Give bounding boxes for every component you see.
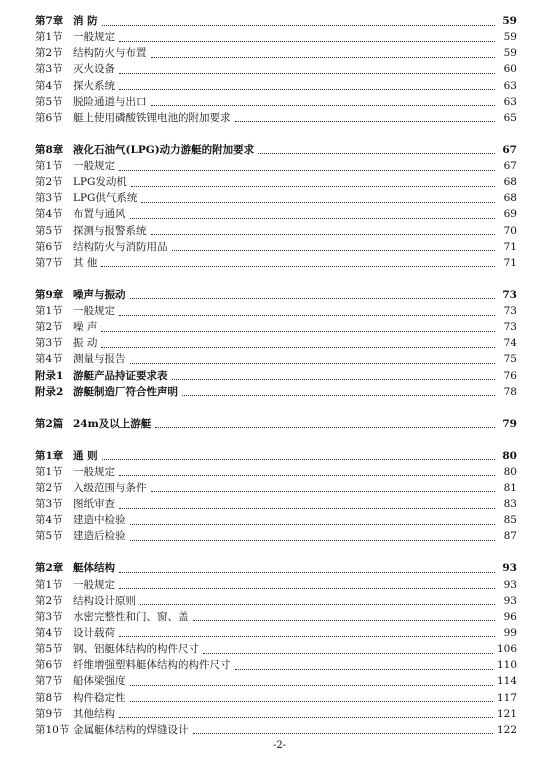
toc-entry-label: 第1节 — [35, 160, 63, 172]
toc-entry-page: 79 — [502, 417, 517, 430]
toc-entry-title: 测量与报告 — [73, 353, 126, 366]
toc-section-entry[interactable] — [35, 577, 517, 593]
toc-entry-label: 第6节 — [35, 659, 63, 672]
toc-entry-label: 第3节 — [35, 498, 63, 511]
toc-section-entry[interactable] — [35, 464, 517, 480]
toc-entry-title: 构件稳定性 — [73, 691, 126, 704]
toc-entry-label: 第4节 — [35, 514, 63, 527]
toc-entry-page: 67 — [502, 143, 517, 156]
toc-entry-title: 游艇产品持证要求表 — [73, 369, 168, 382]
toc-entry-page: 73 — [503, 305, 517, 317]
toc-entry-title: 探火系统 — [73, 79, 115, 92]
toc-section-entry[interactable] — [35, 722, 517, 738]
toc-entry-page: 74 — [503, 337, 517, 350]
toc-entry-page: 106 — [496, 643, 517, 656]
toc-entry-label: 第2篇 — [35, 417, 64, 430]
toc-entry-label: 第2节 — [35, 47, 63, 60]
toc-section-entry[interactable] — [35, 480, 517, 496]
toc-dot-leader — [130, 539, 496, 541]
toc-entry-title: 艇上使用磷酸铁锂电池的附加要求 — [73, 111, 231, 124]
toc-entry-title: 纤维增强塑料艇体结构的构件尺寸 — [73, 659, 231, 672]
toc-dot-leader — [155, 426, 495, 428]
toc-section-entry[interactable] — [35, 94, 517, 110]
toc-entry-page: 87 — [503, 530, 517, 543]
toc-entry-label: 第2节 — [35, 176, 63, 189]
toc-entry-label: 第4节 — [35, 208, 63, 221]
toc-entry-page: 59 — [503, 31, 517, 44]
toc-entry-page: 121 — [496, 707, 517, 720]
toc-entry-page: 122 — [496, 723, 517, 736]
toc-entry-title: 探测与报警系统 — [73, 224, 147, 237]
toc-dot-leader — [119, 88, 495, 90]
toc-entry-title: 金属艇体结构的焊缝设计 — [73, 723, 189, 736]
toc-entry-label: 第4节 — [35, 626, 63, 639]
toc-entry-label: 第6节 — [35, 240, 63, 253]
toc-entry-title: 水密完整性和门、窗、盖 — [73, 610, 189, 623]
toc-section-entry[interactable] — [35, 593, 517, 609]
toc-entry-page: 70 — [503, 224, 517, 237]
toc-entry-page: 93 — [503, 578, 517, 591]
toc-dot-leader — [151, 104, 496, 106]
toc-section-entry[interactable] — [35, 528, 517, 544]
toc-entry-title: 图纸审查 — [73, 498, 115, 511]
toc-section-entry[interactable] — [35, 206, 517, 222]
toc-dot-leader — [130, 217, 496, 219]
toc-entry-title: 建造中检验 — [73, 514, 126, 527]
toc-entry-label: 第7节 — [35, 675, 63, 688]
toc-entry-label: 第3节 — [35, 63, 63, 76]
toc-entry-page: 68 — [503, 192, 517, 205]
toc-entry-label: 第8节 — [35, 691, 63, 704]
toc-section-entry[interactable] — [35, 61, 517, 77]
toc-entry-label: 第5节 — [35, 643, 63, 656]
toc-entry-label: 第2节 — [35, 594, 63, 607]
toc-dot-leader — [141, 201, 495, 203]
toc-dot-leader — [119, 587, 495, 589]
toc-dot-leader — [119, 40, 495, 42]
toc-entry-label: 第10节 — [35, 723, 70, 736]
toc-section-entry[interactable] — [35, 641, 517, 657]
toc-entry-page: 85 — [503, 514, 517, 527]
toc-dot-leader — [235, 120, 496, 122]
toc-entry-title: 游艇制造厂符合性声明 — [73, 385, 178, 398]
toc-entry-title: 振 动 — [73, 337, 98, 350]
toc-dot-leader — [151, 490, 496, 492]
toc-entry-page: 96 — [503, 610, 517, 623]
toc-entry-page: 99 — [503, 626, 517, 639]
toc-section-entry[interactable] — [35, 29, 517, 45]
toc-entry-label: 第5节 — [35, 224, 63, 237]
toc-dot-leader — [101, 265, 495, 267]
toc-entry-title: 24m及以上游艇 — [73, 417, 152, 430]
toc-dot-leader — [130, 362, 496, 364]
toc-section-entry[interactable] — [35, 45, 517, 61]
toc-entry-label: 第2节 — [35, 321, 63, 334]
toc-entry-title: 结构防火与布置 — [73, 47, 147, 60]
toc-entry-page: 80 — [502, 449, 517, 462]
toc-chapter-entry[interactable] — [35, 448, 517, 464]
toc-dot-leader — [130, 684, 493, 686]
toc-section-entry[interactable] — [35, 706, 517, 722]
toc-section-entry[interactable] — [35, 174, 517, 190]
toc-section-entry[interactable] — [35, 110, 517, 126]
toc-section-entry[interactable] — [35, 303, 517, 319]
toc-section-entry[interactable] — [35, 190, 517, 206]
toc-dot-leader — [258, 152, 495, 154]
toc-entry-label: 第4节 — [35, 79, 63, 92]
toc-entry-page: 73 — [503, 321, 517, 334]
toc-entry-page: 80 — [503, 465, 517, 478]
toc-entry-title: 灭火设备 — [73, 63, 115, 76]
toc-chapter-entry[interactable] — [35, 287, 517, 303]
toc-part-entry[interactable] — [35, 416, 517, 432]
toc-dot-leader — [119, 507, 495, 509]
toc-dot-leader — [102, 458, 495, 460]
toc-entry-page: 60 — [503, 63, 517, 76]
toc-dot-leader — [131, 185, 495, 187]
toc-entry-label: 第2章 — [35, 562, 64, 575]
toc-entry-title: 设计载荷 — [73, 626, 115, 639]
toc-dot-leader — [151, 56, 496, 58]
toc-entry-label: 第1节 — [35, 465, 63, 478]
toc-dot-leader — [119, 474, 495, 476]
toc-entry-title: 结构防火与消防用品 — [73, 240, 168, 253]
toc-entry-page: 78 — [503, 385, 517, 398]
toc-dot-leader — [193, 732, 493, 734]
toc-entry-page: 93 — [502, 562, 517, 575]
toc-entry-page: 93 — [503, 594, 517, 607]
toc-entry-label: 第2节 — [35, 481, 63, 494]
toc-chapter-entry[interactable] — [35, 560, 517, 576]
toc-entry-title: 艇体结构 — [73, 562, 115, 575]
toc-section-entry[interactable] — [35, 609, 517, 625]
toc-entry-label: 第7章 — [35, 15, 64, 27]
toc-entry-label: 第6节 — [35, 111, 63, 124]
toc-entry-title: 一般规定 — [73, 160, 115, 172]
toc-entry-title: 其他结构 — [73, 707, 115, 720]
toc-section-entry[interactable] — [35, 351, 517, 367]
toc-entry-page: 71 — [503, 256, 517, 269]
toc-section-entry[interactable] — [35, 255, 517, 271]
toc-entry-title: 液化石油气(LPG)动力游艇的附加要求 — [73, 143, 255, 156]
toc-section-entry[interactable] — [35, 690, 517, 706]
toc-section-entry[interactable] — [35, 158, 517, 174]
toc-entry-page: 117 — [496, 691, 517, 704]
toc-section-entry[interactable] — [35, 239, 517, 255]
toc-entry-label: 第1节 — [35, 31, 63, 44]
toc-entry-title: 一般规定 — [73, 31, 115, 44]
toc-dot-leader — [130, 700, 493, 702]
toc-dot-leader — [193, 619, 496, 621]
toc-dot-leader — [203, 652, 493, 654]
toc-dot-leader — [140, 603, 495, 605]
toc-entry-title: 结构设计原则 — [73, 594, 136, 607]
toc-section-entry[interactable] — [35, 319, 517, 335]
toc-entry-label: 第9节 — [35, 707, 63, 720]
toc-dot-leader — [235, 668, 493, 670]
toc-dot-leader — [130, 297, 496, 299]
toc-dot-leader — [101, 330, 495, 332]
toc-chapter-entry[interactable] — [35, 142, 517, 158]
toc-entry-page: 59 — [502, 15, 517, 27]
toc-section-entry[interactable] — [35, 496, 517, 512]
toc-section-entry[interactable] — [35, 78, 517, 94]
toc-entry-title: 一般规定 — [73, 465, 115, 478]
toc-entry-label: 第7节 — [35, 256, 63, 269]
toc-entry-page: 67 — [503, 160, 517, 172]
toc-entry-label: 第3节 — [35, 610, 63, 623]
toc-section-entry[interactable] — [35, 223, 517, 239]
toc-entry-label: 第9章 — [35, 288, 64, 301]
toc-chapter-entry[interactable] — [35, 13, 517, 29]
toc-entry-page: 110 — [496, 659, 517, 672]
toc-entry-page: 71 — [503, 240, 517, 253]
toc-entry-label: 附录1 — [35, 369, 64, 382]
toc-entry-title: LPG发动机 — [73, 176, 127, 189]
toc-section-entry[interactable] — [35, 335, 517, 351]
toc-entry-page: 75 — [503, 353, 517, 366]
page-number: -2- — [272, 740, 287, 751]
toc-entry-page: 83 — [503, 498, 517, 511]
toc-entry-title: 通 则 — [73, 449, 98, 462]
toc-dot-leader — [101, 346, 495, 348]
toc-entry-title: 脱险通道与出口 — [73, 95, 147, 108]
toc-appendix-entry[interactable] — [35, 368, 517, 384]
toc-dot-leader — [119, 635, 495, 637]
toc-dot-leader — [119, 571, 495, 573]
toc-entry-label: 第3节 — [35, 337, 63, 350]
toc-entry-title: 入级范围与条件 — [73, 481, 147, 494]
toc-dot-leader — [102, 24, 495, 26]
toc-entry-title: 船体梁强度 — [73, 675, 126, 688]
toc-dot-leader — [119, 72, 495, 74]
toc-entry-title: 噪 声 — [73, 321, 98, 334]
toc-entry-page: 68 — [503, 176, 517, 189]
toc-entry-label: 附录2 — [35, 385, 64, 398]
toc-entry-label: 第1章 — [35, 449, 64, 462]
toc-entry-page: 65 — [503, 111, 517, 124]
toc-entry-title: 一般规定 — [73, 578, 115, 591]
toc-entry-page: 76 — [503, 369, 517, 382]
toc-dot-leader — [182, 394, 495, 396]
toc-section-entry[interactable] — [35, 625, 517, 641]
toc-appendix-entry[interactable] — [35, 384, 517, 400]
toc-entry-label: 第5节 — [35, 530, 63, 543]
toc-entry-page: 81 — [503, 481, 517, 494]
toc-entry-page: 63 — [503, 95, 517, 108]
toc-entry-page: 114 — [496, 675, 517, 688]
toc-dot-leader — [119, 314, 495, 316]
toc-entry-title: 钢、铝艇体结构的构件尺寸 — [73, 643, 199, 656]
toc-entry-label: 第1节 — [35, 305, 63, 317]
toc-entry-label: 第4节 — [35, 353, 63, 366]
toc-entry-page: 69 — [503, 208, 517, 221]
toc-entry-page: 59 — [503, 47, 517, 60]
toc-entry-label: 第5节 — [35, 95, 63, 108]
toc-entry-label: 第1节 — [35, 578, 63, 591]
toc-dot-leader — [119, 716, 493, 718]
toc-entry-page: 73 — [502, 288, 517, 301]
toc-entry-title: 噪声与振动 — [73, 288, 126, 301]
toc-entry-title: 其 他 — [73, 256, 98, 269]
toc-dot-leader — [172, 378, 496, 380]
toc-entry-title: 一般规定 — [73, 305, 115, 317]
toc-section-entry[interactable] — [35, 512, 517, 528]
toc-entry-title: 消 防 — [73, 15, 98, 27]
toc-section-entry[interactable] — [35, 657, 517, 673]
toc-dot-leader — [172, 249, 496, 251]
toc-dot-leader — [130, 523, 496, 525]
toc-entry-label: 第8章 — [35, 143, 64, 156]
toc-entry-title: LPG供气系统 — [73, 192, 138, 205]
toc-section-entry[interactable] — [35, 673, 517, 689]
toc-entry-page: 63 — [503, 79, 517, 92]
toc-entry-label: 第3节 — [35, 192, 63, 205]
toc-dot-leader — [119, 169, 495, 171]
toc-dot-leader — [151, 233, 496, 235]
toc-entry-title: 建造后检验 — [73, 530, 126, 543]
toc-entry-title: 布置与通风 — [73, 208, 126, 221]
